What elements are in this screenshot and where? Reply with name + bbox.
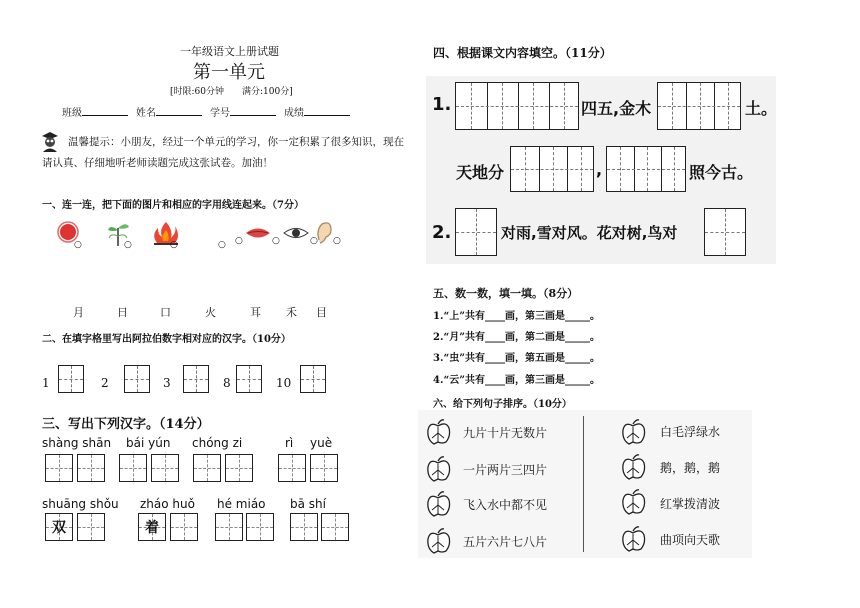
exam-meta: [时限:60分钟 满分:100分]: [170, 87, 293, 97]
pinyin-ri: rì: [285, 436, 294, 450]
poem-left-line-1: 九片十片无数片: [463, 426, 548, 440]
pinyin-yue: yuè: [310, 436, 333, 450]
apple-icon[interactable]: [425, 418, 451, 446]
section-3-heading: 三、写出下列汉字。（14分）: [42, 417, 210, 432]
match-char-3[interactable]: 口: [160, 306, 171, 319]
field-score-label: 成绩: [284, 108, 304, 119]
number-3: 3: [163, 376, 171, 390]
fill-line-1-text-a: 四五,金木: [581, 99, 652, 118]
fill-line-1-number: 1.: [432, 94, 452, 115]
pinyin-shang-shan: shàng shān: [42, 436, 112, 450]
apple-icon[interactable]: [425, 527, 451, 555]
fill-line-3-text: 对雨,雪对风。花对树,鸟对: [501, 224, 678, 242]
field-score-blank[interactable]: [304, 104, 350, 116]
field-number-label: 学号: [210, 108, 230, 119]
pic-dot-1: ○: [74, 240, 82, 250]
apple-icon[interactable]: [620, 418, 646, 446]
number-8: 8: [223, 376, 231, 390]
poem-left-line-2: 一片两片三四片: [463, 463, 548, 477]
poem-right-line-2: 鹅，鹅，鹅: [660, 461, 721, 475]
write-box-bai[interactable]: [119, 454, 147, 482]
number-3-box[interactable]: [183, 365, 209, 393]
pic-dot-3: ○: [170, 240, 178, 250]
pic-dot-2: ○: [124, 240, 132, 250]
write-box-ri[interactable]: [278, 454, 306, 482]
match-char-2[interactable]: 日: [117, 306, 128, 319]
count-line-3[interactable]: 3.“虫”共有____画，第五画是_____。: [433, 353, 600, 364]
exam-subtitle: 一年级语文上册试题: [180, 45, 279, 58]
tip-line-1: 温馨提示：小朋友，经过一个单元的学习，你一定积累了很多知识，现在: [68, 136, 404, 148]
field-name-blank[interactable]: [156, 104, 202, 116]
fill-grid-1b[interactable]: [657, 82, 741, 130]
match-char-4[interactable]: 火: [205, 306, 216, 319]
field-number-blank[interactable]: [230, 104, 276, 116]
pic-dot-4: ○: [218, 240, 226, 250]
number-2: 2: [101, 376, 109, 390]
tip-line-2: 请认真、仔细地听老师读题完成这张试卷。加油！: [42, 157, 273, 169]
poem-left-line-4: 五片六片七八片: [463, 535, 548, 549]
fill-grid-2b[interactable]: [606, 146, 686, 192]
write-box-yun[interactable]: [151, 454, 179, 482]
number-1-box[interactable]: [58, 365, 84, 393]
mouth-icon[interactable]: [244, 224, 272, 242]
count-line-2[interactable]: 2.“月”共有____画，第二画是_____。: [433, 332, 600, 343]
poem-right-line-3: 红掌拨清波: [660, 497, 721, 511]
fill-line-1-text-b: 土。: [745, 99, 778, 118]
write-box-yue[interactable]: [310, 454, 338, 482]
fill-grid-2a[interactable]: [510, 146, 594, 192]
write-box-shuang[interactable]: [45, 513, 73, 541]
match-char-7[interactable]: 目: [316, 306, 327, 319]
prefilled-zhao: 着: [145, 520, 159, 536]
section-6-heading: 六、给下列句子排序。（10分）: [433, 399, 572, 410]
section-6-divider: [583, 416, 584, 552]
number-2-box[interactable]: [124, 365, 150, 393]
section-2-heading: 二、在填字格里写出阿拉伯数字相对应的汉字。（10分）: [42, 334, 291, 345]
apple-icon[interactable]: [620, 488, 646, 516]
fill-grid-1a[interactable]: [455, 82, 579, 130]
write-box-ba[interactable]: [290, 513, 318, 541]
section-4-heading: 四、根据课文内容填空。（11分）: [433, 46, 612, 60]
teacher-icon: [40, 130, 60, 152]
write-box-miao[interactable]: [246, 513, 274, 541]
pic-dot-5: ○: [235, 236, 243, 246]
number-1: 1: [42, 376, 50, 390]
pinyin-he-miao: hé miáo: [217, 497, 266, 511]
poem-left-line-3: 飞入水中都不见: [463, 498, 548, 512]
field-class-blank[interactable]: [82, 104, 128, 116]
write-box-shan[interactable]: [77, 454, 105, 482]
section-1-heading: 一、连一连，把下面的图片和相应的字用线连起来。（7分）: [42, 200, 304, 211]
fill-line-2-text-b: 照今古。: [689, 163, 754, 182]
match-char-6[interactable]: 禾: [286, 306, 297, 319]
fill-grid-3a[interactable]: [455, 208, 497, 256]
apple-icon[interactable]: [425, 455, 451, 483]
poem-right-line-1: 白毛浮绿水: [660, 425, 721, 439]
write-box-he[interactable]: [215, 513, 243, 541]
poem-right-line-4: 曲项向天歌: [660, 533, 721, 547]
fill-grid-3b[interactable]: [704, 208, 746, 256]
pinyin-shuang-shou: shuāng shǒu: [42, 497, 119, 511]
pic-dot-6: ○: [272, 236, 280, 246]
number-10-box[interactable]: [300, 365, 326, 393]
pinyin-chong-zi: chóng zi: [192, 436, 243, 450]
write-box-shi[interactable]: [321, 513, 349, 541]
apple-icon[interactable]: [425, 490, 451, 518]
fill-line-2-text-a: 天地分: [456, 163, 505, 182]
match-char-5[interactable]: 耳: [250, 306, 261, 319]
pinyin-bai-yun: bái yún: [126, 436, 171, 450]
pic-dot-8: ○: [333, 236, 341, 246]
exam-title: 第一单元: [193, 62, 265, 83]
field-name-label: 姓名: [136, 108, 156, 119]
apple-icon[interactable]: [620, 453, 646, 481]
match-char-1[interactable]: 月: [73, 306, 84, 319]
write-box-shang[interactable]: [45, 454, 73, 482]
write-box-huo[interactable]: [170, 513, 198, 541]
write-box-zi[interactable]: [225, 454, 253, 482]
number-10: 10: [276, 376, 292, 390]
count-line-4[interactable]: 4.“云”共有____画，第三画是_____。: [433, 375, 600, 386]
pic-dot-7: ○: [310, 236, 318, 246]
write-box-shou[interactable]: [77, 513, 105, 541]
field-class-label: 班级: [62, 108, 82, 119]
eye-icon[interactable]: [282, 224, 310, 242]
write-box-chong[interactable]: [193, 454, 221, 482]
count-line-1[interactable]: 1.“上”共有____画，第三画是_____。: [433, 311, 600, 322]
apple-icon[interactable]: [620, 525, 646, 553]
pinyin-zhao-huo: zháo huǒ: [140, 497, 195, 511]
write-box-zhao[interactable]: [138, 513, 166, 541]
pinyin-ba-shi: bā shí: [290, 497, 326, 511]
section-5-heading: 五、数一数，填一填。（8分）: [433, 287, 579, 300]
prefilled-shuang: 双: [52, 520, 66, 536]
number-8-box[interactable]: [236, 365, 262, 393]
fill-line-3-number: 2.: [432, 222, 452, 243]
fill-line-2-comma: ,: [596, 160, 603, 179]
